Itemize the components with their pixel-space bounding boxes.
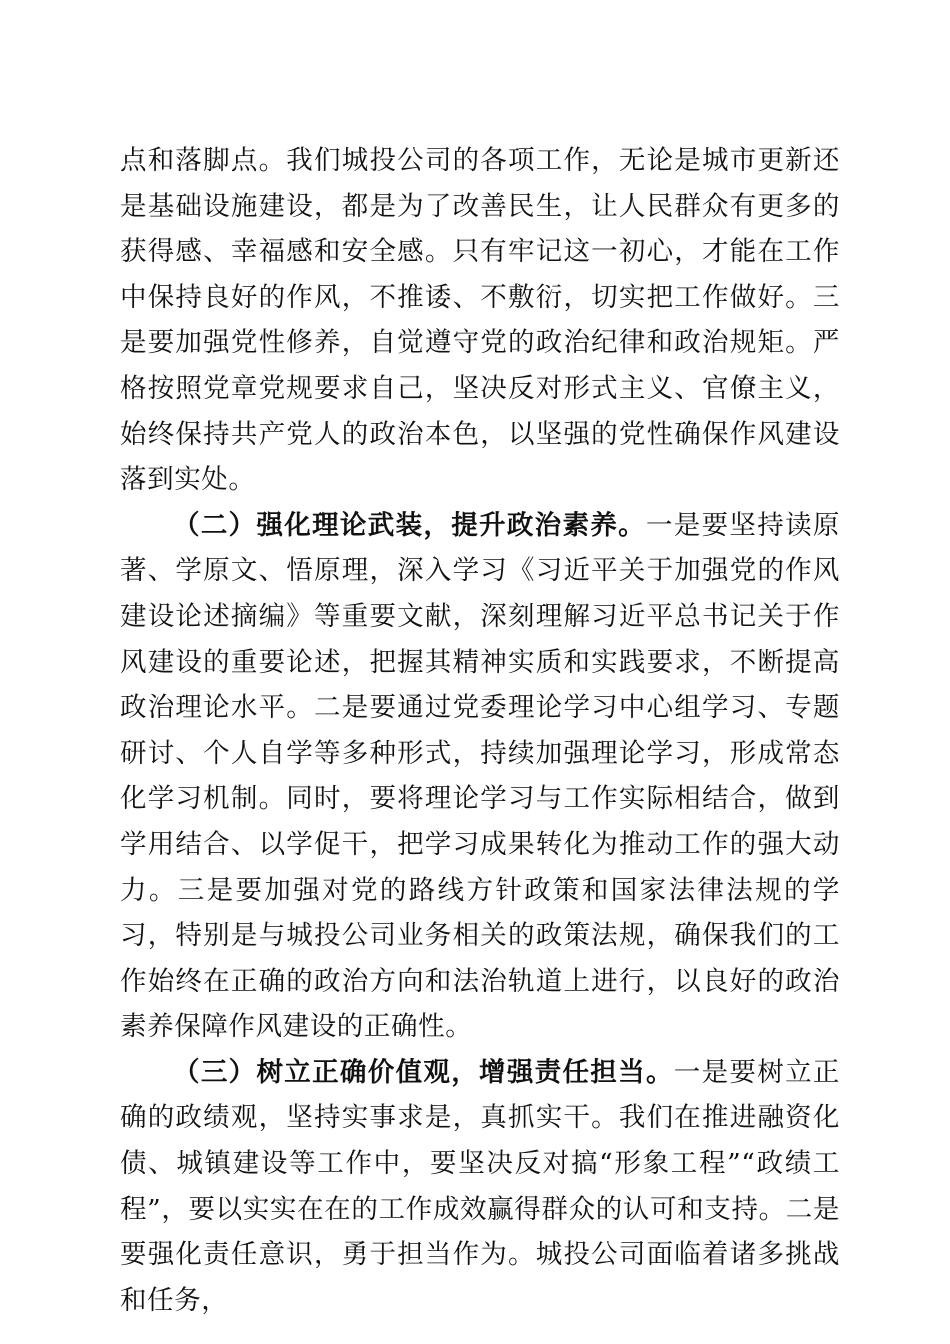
section-2-heading: （二）强化理论武装，提升政治素养。 <box>173 509 646 541</box>
paragraph-1-body: 点和落脚点。我们城投公司的各项工作，无论是城市更新还是基础设施建设，都是为了改善民生，让人民群众有更多的获得感、幸福感和安全感。只有牢记这一初心，才能在工作中保持良好的作风，不推诿、不敷衍，切实把工作做好。三是要加强党性修养，自觉遵守党的政治纪律和政治规矩。严格按照党章党规要求自己，坚决反对形式主义、官僚主义，始终保持共产党人的政治本色，以坚强的党性确保作风建设落到实处。 <box>120 145 840 496</box>
paragraph-3-body: 一是要树立正确的政绩观，坚持实事求是，真抓实干。我们在推进融资化债、城镇建设等工作中，要坚决反对搞“形象工程”“政绩工程”，要以实实在在的工作成效赢得群众的认可和支持。二是要强化责任意识，勇于担当作为。城投公司面临着诸多挑战和任务， <box>120 1056 840 1316</box>
document-body <box>120 138 840 1323</box>
paragraph-2-body: 一是要坚持读原著、学原文、悟原理，深入学习《习近平关于加强党的作风建设论述摘编》等重要文献，深刻理解习近平总书记关于作风建设的重要论述，把握其精神实质和实践要求，不断提高政治理论水平。二是要通过党委理论学习中心组学习、专题研讨、个人自学等多种形式，持续加强理论学习，形成常态化学习机制。同时，要将理论学习与工作实际相结合，做到学用结合、以学促干，把学习成果转化为推动工作的强大动力。三是要加强对党的路线方针政策和国家法律法规的学习，特别是与城投公司业务相关的政策法规，确保我们的工作始终在正确的政治方向和法治轨道上进行，以良好的政治素养保障作风建设的正确性。 <box>120 509 840 1043</box>
paragraph-continuation <box>120 138 840 503</box>
paragraph-section-2 <box>120 503 840 1050</box>
section-3-heading: （三）树立正确价值观，增强责任担当。 <box>173 1056 674 1088</box>
paragraph-section-3 <box>120 1050 840 1324</box>
